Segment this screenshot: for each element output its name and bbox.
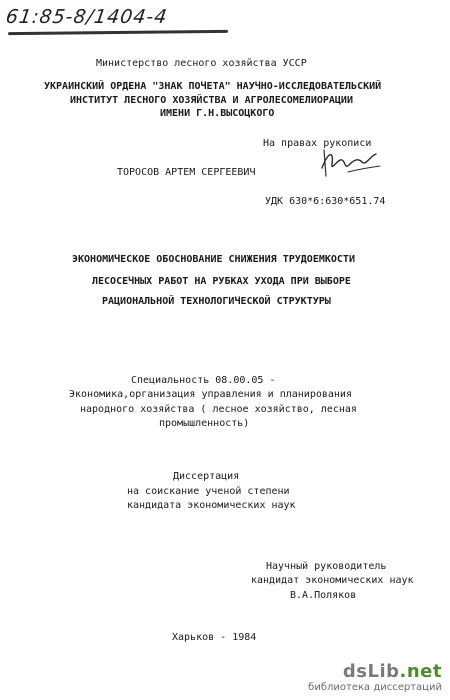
dslib-watermark [308, 662, 442, 694]
specialty-line-1: Специальность 08.00.05 - [131, 375, 276, 386]
institute-line-1: УКРАИНСКИЙ ОРДЕНА "ЗНАК ПОЧЕТА" НАУЧНО-ИССЛЕДОВАТЕЛЬСКИЙ [44, 81, 382, 92]
place-year: Харьков - 1984 [172, 632, 257, 643]
dissertation-line-2: на соискание ученой степени [127, 486, 290, 497]
title-line-3: РАЦИОНАЛЬНОЙ ТЕХНОЛОГИЧЕСКОЙ СТРУКТУРЫ [102, 296, 331, 307]
author-signature [318, 146, 384, 180]
watermark-logo-suffix: .net [399, 661, 442, 682]
specialty-line-3: народного хозяйства ( лесное хозяйство, лесная [80, 404, 357, 415]
dissertation-line-1: Диссертация [173, 471, 240, 482]
specialty-line-2: Экономика,организация управления и планирования [69, 389, 352, 400]
archive-number: 61:85-8/1404-4 [4, 6, 169, 28]
institute-line-3: ИМЕНИ Г.Н.ВЫСОЦКОГО [160, 108, 275, 119]
watermark-logo [308, 662, 442, 682]
title-line-2: ЛЕСОСЕЧНЫХ РАБОТ НА РУБКАХ УХОДА ПРИ ВЫБОРЕ [92, 276, 351, 287]
dissertation-line-3: кандидата экономических наук [127, 500, 296, 511]
ministry-line: Министерство лесного хозяйства УССР [96, 58, 307, 69]
supervisor-line-2: кандидат экономических наук [251, 575, 414, 586]
manuscript-note: На правах рукописи [263, 138, 372, 149]
watermark-subtitle: библиотека диссертаций [308, 682, 442, 693]
specialty-line-4: промышленность) [159, 418, 250, 429]
institute-line-2: ИНСТИТУТ ЛЕСНОГО ХОЗЯЙСТВА И АГРОЛЕСОМЕЛИОРАЦИИ [70, 95, 353, 106]
archive-underline [8, 30, 228, 35]
author-name: ТОРОСОВ АРТЕМ СЕРГЕЕВИЧ [117, 167, 256, 178]
watermark-logo-main: dsLib [342, 661, 400, 682]
title-line-1: ЭКОНОМИЧЕСКОЕ ОБОСНОВАНИЕ СНИЖЕНИЯ ТРУДОЕМКОСТИ [72, 254, 355, 265]
udk-index: УДК 630*6:630*651.74 [265, 196, 386, 207]
supervisor-line-3: В.А.Поляков [290, 590, 357, 601]
supervisor-line-1: Научный руководитель [266, 561, 387, 572]
